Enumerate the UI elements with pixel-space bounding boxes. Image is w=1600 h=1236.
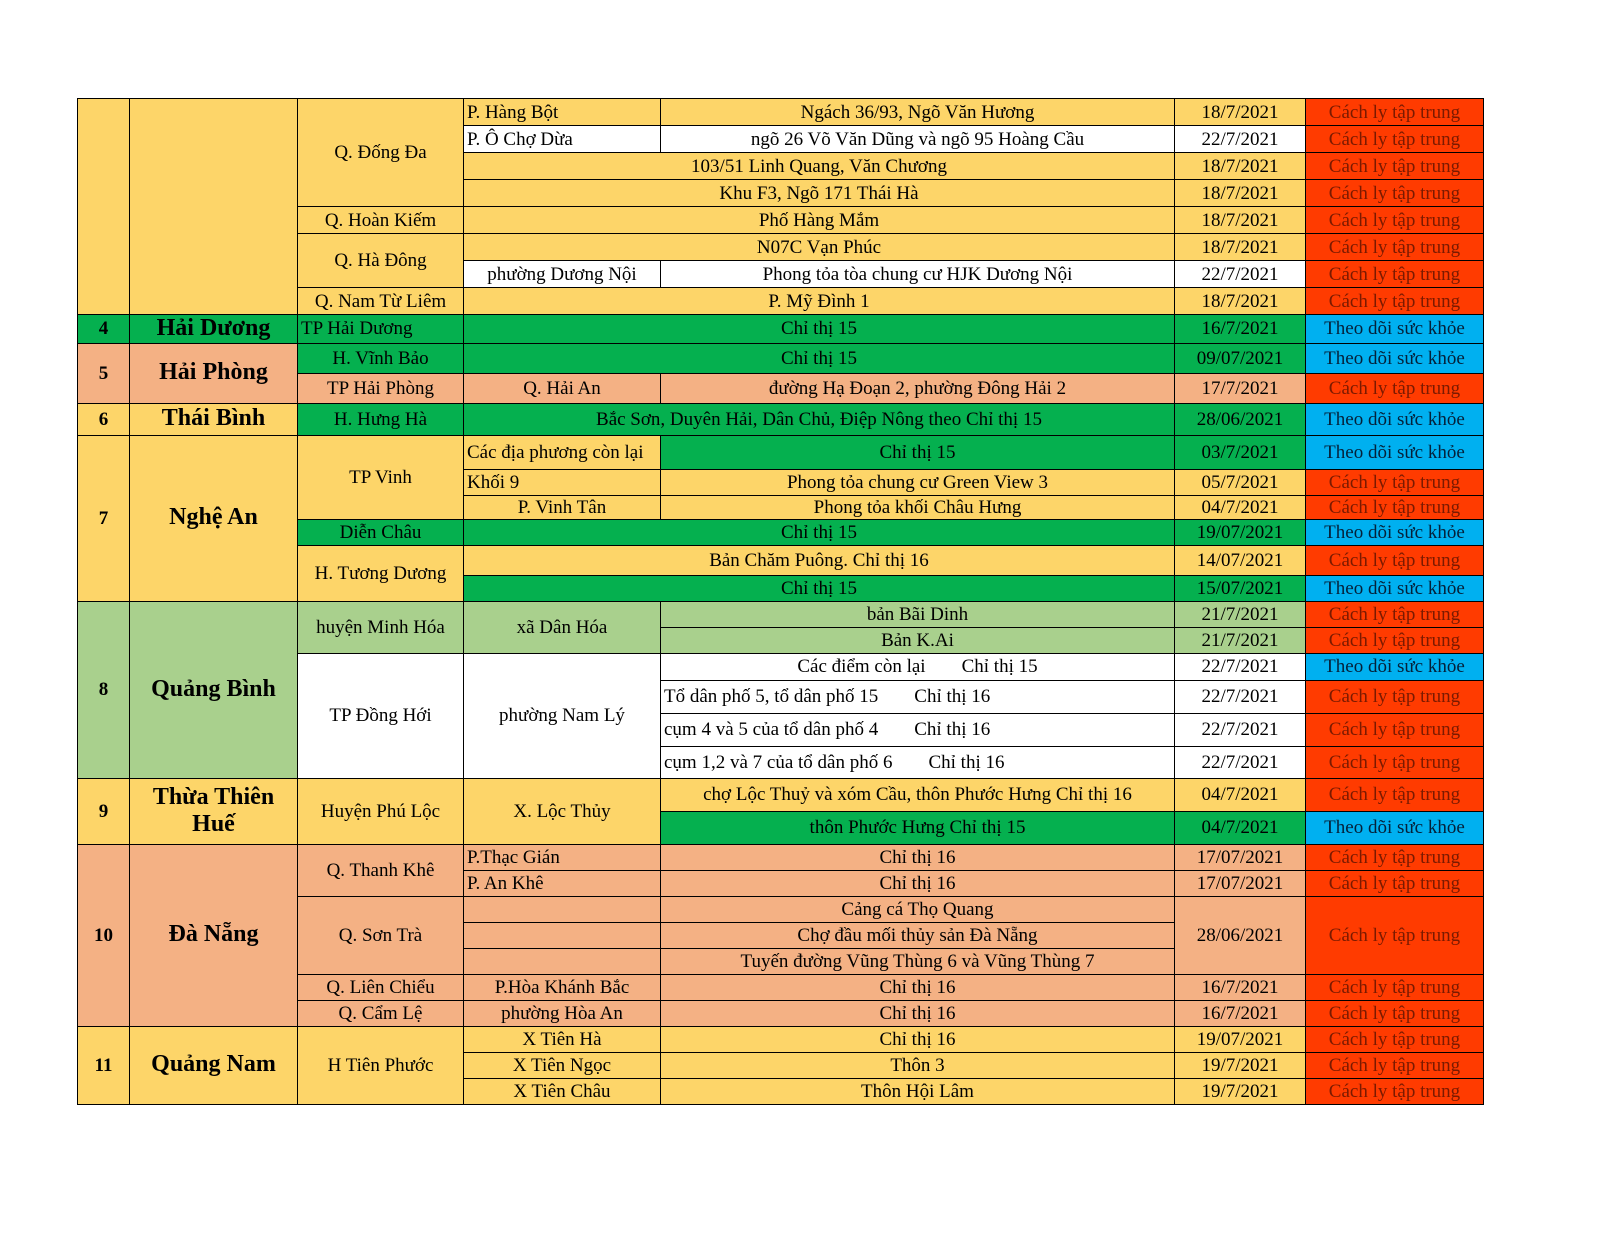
ward-cell: P.Hòa Khánh Bắc <box>464 974 661 1000</box>
location-cell <box>661 680 1175 713</box>
ward-cell: X Tiên Hà <box>464 1026 661 1052</box>
ward-cell <box>464 896 661 922</box>
status-badge: Cách ly tập trung <box>1306 870 1484 896</box>
directive-text: Chỉ thị 16 <box>914 719 991 741</box>
date-cell: 19/07/2021 <box>1175 519 1306 545</box>
directive-text: Chỉ thị 16 <box>914 686 991 708</box>
date-cell: 04/7/2021 <box>1175 495 1306 519</box>
district-cell: TP Hải Dương <box>298 315 464 344</box>
table-row <box>78 844 1484 870</box>
province-no-cell: 9 <box>78 778 130 844</box>
status-badge: Theo dõi sức khỏe <box>1306 343 1484 373</box>
province-name-cell: Đà Nẵng <box>130 844 298 1026</box>
district-cell: Q. Đống Đa <box>298 99 464 207</box>
district-cell: Q. Hoàn Kiếm <box>298 207 464 234</box>
district-cell: Q. Thanh Khê <box>298 844 464 896</box>
location-cell: Tuyến đường Vũng Thùng 6 và Vũng Thùng 7 <box>661 948 1175 974</box>
location-text: Tổ dân phố 5, tổ dân phố 15 <box>664 686 879 708</box>
date-cell: 17/07/2021 <box>1175 870 1306 896</box>
status-badge: Theo dõi sức khỏe <box>1306 315 1484 344</box>
table-row <box>78 315 1484 344</box>
date-cell: 19/7/2021 <box>1175 1052 1306 1078</box>
status-badge: Cách ly tập trung <box>1306 261 1484 288</box>
province-name-cell: Hải Dương <box>130 315 298 344</box>
location-cell: Chỉ thị 15 <box>464 519 1175 545</box>
province-no-cell: 6 <box>78 403 130 435</box>
status-badge: Cách ly tập trung <box>1306 680 1484 713</box>
province-name-cell: Thái Bình <box>130 403 298 435</box>
status-badge: Cách ly tập trung <box>1306 469 1484 495</box>
status-badge: Cách ly tập trung <box>1306 746 1484 778</box>
status-badge: Theo dõi sức khỏe <box>1306 653 1484 680</box>
table-row <box>78 778 1484 811</box>
district-cell: TP Đồng Hới <box>298 653 464 778</box>
location-cell: Bản K.Ai <box>661 627 1175 653</box>
province-no-cell: 7 <box>78 435 130 601</box>
location-cell: Chỉ thị 16 <box>661 974 1175 1000</box>
district-cell: Q. Sơn Trà <box>298 896 464 974</box>
date-cell: 21/7/2021 <box>1175 601 1306 627</box>
ward-cell: Q. Hải An <box>464 373 661 403</box>
date-cell: 17/7/2021 <box>1175 373 1306 403</box>
province-name-cell: Hải Phòng <box>130 343 298 403</box>
directive-text: Chỉ thị 15 <box>961 656 1038 678</box>
location-cell: N07C Vạn Phúc <box>464 234 1175 261</box>
date-cell: 05/7/2021 <box>1175 469 1306 495</box>
ward-cell: phường Dương Nội <box>464 261 661 288</box>
location-cell: Chỉ thị 16 <box>661 1026 1175 1052</box>
ward-cell: P.Thạc Gián <box>464 844 661 870</box>
status-badge: Cách ly tập trung <box>1306 180 1484 207</box>
status-badge: Cách ly tập trung <box>1306 545 1484 575</box>
district-cell: H. Hưng Hà <box>298 403 464 435</box>
date-cell: 19/7/2021 <box>1175 1078 1306 1104</box>
location-text: cụm 4 và 5 của tổ dân phố 4 <box>664 719 879 741</box>
location-cell: Chỉ thị 15 <box>464 315 1175 344</box>
status-badge: Cách ly tập trung <box>1306 234 1484 261</box>
status-badge: Theo dõi sức khỏe <box>1306 575 1484 601</box>
ward-cell: P. An Khê <box>464 870 661 896</box>
ward-cell: P. Hàng Bột <box>464 99 661 126</box>
location-cell: Thôn 3 <box>661 1052 1175 1078</box>
status-badge: Cách ly tập trung <box>1306 1052 1484 1078</box>
location-cell: ngõ 26 Võ Văn Dũng và ngõ 95 Hoàng Cầu <box>661 126 1175 153</box>
district-cell: Diễn Châu <box>298 519 464 545</box>
location-cell <box>661 713 1175 746</box>
date-cell: 28/06/2021 <box>1175 896 1306 974</box>
district-cell: H Tiên Phước <box>298 1026 464 1104</box>
date-cell: 22/7/2021 <box>1175 746 1306 778</box>
status-badge: Theo dõi sức khỏe <box>1306 403 1484 435</box>
status-badge: Cách ly tập trung <box>1306 601 1484 627</box>
status-badge: Cách ly tập trung <box>1306 1026 1484 1052</box>
table-row <box>78 1026 1484 1052</box>
date-cell: 03/7/2021 <box>1175 435 1306 469</box>
date-cell: 22/7/2021 <box>1175 653 1306 680</box>
ward-cell <box>464 922 661 948</box>
location-cell: bản Bãi Dinh <box>661 601 1175 627</box>
province-no-cell: 8 <box>78 601 130 778</box>
ward-cell: phường Nam Lý <box>464 653 661 778</box>
status-badge: Cách ly tập trung <box>1306 495 1484 519</box>
district-cell: H. Vĩnh Bảo <box>298 343 464 373</box>
location-cell: Cảng cá Thọ Quang <box>661 896 1175 922</box>
date-cell: 18/7/2021 <box>1175 99 1306 126</box>
location-cell: Chỉ thị 16 <box>661 1000 1175 1026</box>
province-name-cell: Nghệ An <box>130 435 298 601</box>
province-no-cell: 4 <box>78 315 130 344</box>
table-row <box>78 99 1484 126</box>
status-badge: Cách ly tập trung <box>1306 373 1484 403</box>
province-no-cell <box>78 99 130 315</box>
province-no-cell: 10 <box>78 844 130 1026</box>
status-badge: Cách ly tập trung <box>1306 713 1484 746</box>
province-name-cell: Quảng Nam <box>130 1026 298 1104</box>
location-cell: Thôn Hội Lâm <box>661 1078 1175 1104</box>
date-cell: 22/7/2021 <box>1175 713 1306 746</box>
status-badge: Cách ly tập trung <box>1306 896 1484 974</box>
date-cell: 14/07/2021 <box>1175 545 1306 575</box>
date-cell: 09/07/2021 <box>1175 343 1306 373</box>
directive-text: Chỉ thị 16 <box>928 751 1005 773</box>
status-badge: Cách ly tập trung <box>1306 1000 1484 1026</box>
location-cell <box>661 746 1175 778</box>
date-cell: 04/7/2021 <box>1175 778 1306 811</box>
status-badge: Theo dõi sức khỏe <box>1306 811 1484 844</box>
date-cell: 16/7/2021 <box>1175 315 1306 344</box>
location-cell: Chỉ thị 15 <box>464 575 1175 601</box>
location-cell: Chợ đầu mối thủy sản Đà Nẵng <box>661 922 1175 948</box>
date-cell: 15/07/2021 <box>1175 575 1306 601</box>
location-cell: Khu F3, Ngõ 171 Thái Hà <box>464 180 1175 207</box>
location-cell: Bản Chăm Puông. Chỉ thị 16 <box>464 545 1175 575</box>
status-badge: Cách ly tập trung <box>1306 974 1484 1000</box>
date-cell: 22/7/2021 <box>1175 261 1306 288</box>
location-cell: Bắc Sơn, Duyên Hải, Dân Chủ, Điệp Nông theo Chỉ thị 15 <box>464 403 1175 435</box>
ward-cell: P. Vinh Tân <box>464 495 661 519</box>
date-cell: 16/7/2021 <box>1175 974 1306 1000</box>
date-cell: 18/7/2021 <box>1175 234 1306 261</box>
date-cell: 21/7/2021 <box>1175 627 1306 653</box>
location-cell: Phong tỏa chung cư Green View 3 <box>661 469 1175 495</box>
district-cell: huyện Minh Hóa <box>298 601 464 653</box>
status-badge: Cách ly tập trung <box>1306 1078 1484 1104</box>
location-cell: thôn Phước Hưng Chỉ thị 15 <box>661 811 1175 844</box>
status-badge: Theo dõi sức khỏe <box>1306 519 1484 545</box>
ward-cell: xã Dân Hóa <box>464 601 661 653</box>
status-badge: Cách ly tập trung <box>1306 778 1484 811</box>
location-text: Các điểm còn lại <box>797 656 926 678</box>
location-cell: đường Hạ Đoạn 2, phường Đông Hải 2 <box>661 373 1175 403</box>
status-badge: Cách ly tập trung <box>1306 126 1484 153</box>
date-cell: 18/7/2021 <box>1175 207 1306 234</box>
location-cell: Chỉ thị 15 <box>661 435 1175 469</box>
date-cell: 18/7/2021 <box>1175 288 1306 315</box>
province-no-cell: 11 <box>78 1026 130 1104</box>
date-cell: 16/7/2021 <box>1175 1000 1306 1026</box>
status-badge: Cách ly tập trung <box>1306 99 1484 126</box>
district-cell: H. Tương Dương <box>298 545 464 601</box>
date-cell: 17/07/2021 <box>1175 844 1306 870</box>
ward-cell: X. Lộc Thủy <box>464 778 661 844</box>
district-cell: TP Hải Phòng <box>298 373 464 403</box>
district-cell: Huyện Phú Lộc <box>298 778 464 844</box>
district-cell: Q. Liên Chiểu <box>298 974 464 1000</box>
location-text: cụm 1,2 và 7 của tổ dân phố 6 <box>664 751 893 773</box>
date-cell: 28/06/2021 <box>1175 403 1306 435</box>
ward-cell: phường Hòa An <box>464 1000 661 1026</box>
status-badge: Cách ly tập trung <box>1306 288 1484 315</box>
location-cell: P. Mỹ Đình 1 <box>464 288 1175 315</box>
ward-cell: Khối 9 <box>464 469 661 495</box>
province-name-cell: Quảng Bình <box>130 601 298 778</box>
date-cell: 22/7/2021 <box>1175 680 1306 713</box>
quarantine-table <box>77 98 1484 1105</box>
location-cell: Phố Hàng Mắm <box>464 207 1175 234</box>
date-cell: 18/7/2021 <box>1175 180 1306 207</box>
district-cell: Q. Hà Đông <box>298 234 464 288</box>
location-cell: Chỉ thị 16 <box>661 844 1175 870</box>
ward-cell: P. Ô Chợ Dừa <box>464 126 661 153</box>
district-cell: TP Vinh <box>298 435 464 519</box>
date-cell: 19/07/2021 <box>1175 1026 1306 1052</box>
status-badge: Theo dõi sức khỏe <box>1306 435 1484 469</box>
location-cell: Chỉ thị 15 <box>464 343 1175 373</box>
table-row <box>78 435 1484 469</box>
status-badge: Cách ly tập trung <box>1306 207 1484 234</box>
location-cell: 103/51 Linh Quang, Văn Chương <box>464 153 1175 180</box>
table-row <box>78 403 1484 435</box>
table-row <box>78 601 1484 627</box>
province-name-cell: Thừa Thiên Huế <box>130 778 298 844</box>
status-badge: Cách ly tập trung <box>1306 627 1484 653</box>
date-cell: 22/7/2021 <box>1175 126 1306 153</box>
location-cell <box>661 653 1175 680</box>
location-cell: Phong tỏa tòa chung cư HJK Dương Nội <box>661 261 1175 288</box>
date-cell: 04/7/2021 <box>1175 811 1306 844</box>
ward-cell: X Tiên Châu <box>464 1078 661 1104</box>
ward-cell: Các địa phương còn lại <box>464 435 661 469</box>
ward-cell: X Tiên Ngọc <box>464 1052 661 1078</box>
province-no-cell: 5 <box>78 343 130 403</box>
district-cell: Q. Cẩm Lệ <box>298 1000 464 1026</box>
location-cell: Phong tỏa khối Châu Hưng <box>661 495 1175 519</box>
location-cell: Chỉ thị 16 <box>661 870 1175 896</box>
table-row <box>78 343 1484 373</box>
status-badge: Cách ly tập trung <box>1306 844 1484 870</box>
location-cell: Ngách 36/93, Ngõ Văn Hương <box>661 99 1175 126</box>
status-badge: Cách ly tập trung <box>1306 153 1484 180</box>
ward-cell <box>464 948 661 974</box>
location-cell: chợ Lộc Thuỷ và xóm Cầu, thôn Phước Hưng Chỉ thị 16 <box>661 778 1175 811</box>
date-cell: 18/7/2021 <box>1175 153 1306 180</box>
province-name-cell <box>130 99 298 315</box>
district-cell: Q. Nam Từ Liêm <box>298 288 464 315</box>
